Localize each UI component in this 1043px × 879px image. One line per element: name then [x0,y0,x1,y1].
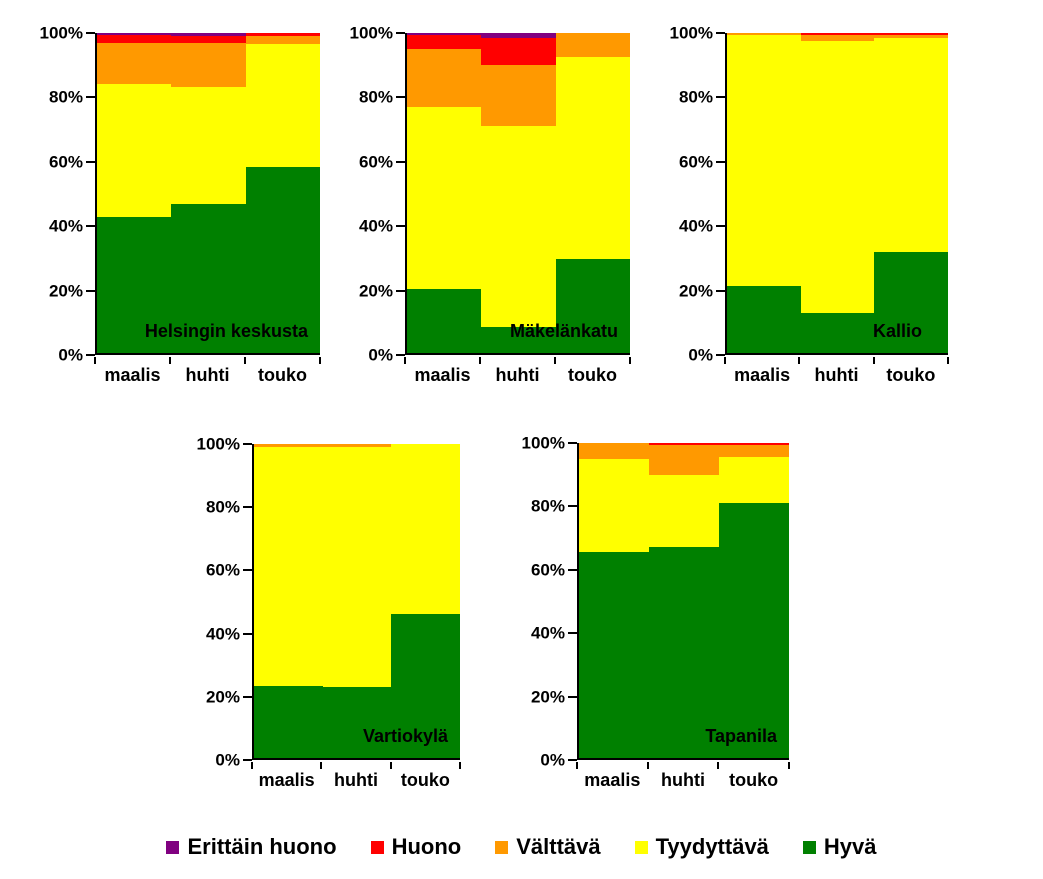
stacked-bar-huhti [801,33,875,353]
y-axis-tick [396,290,405,292]
stacked-bar-maalis [727,33,801,353]
stacked-bar-huhti [481,33,555,353]
x-axis-tick [320,762,322,769]
segment-tyydyttävä [481,126,555,328]
segment-välttävä [171,43,245,88]
tyydyttava-swatch-icon [635,841,648,854]
segment-välttävä [556,33,630,57]
y-axis-tick-label: 0% [215,750,240,770]
y-axis-tick-label: 60% [48,152,83,172]
segment-hyvä [579,552,649,758]
y-axis-tick-label: 0% [540,750,565,770]
legend-label: Erittäin huono [187,834,337,859]
y-axis-tick [243,569,252,571]
segment-välttävä [407,49,481,107]
segment-välttävä [481,65,555,126]
y-axis-tick-label: 0% [688,345,713,365]
segment-tyydyttävä [727,35,801,286]
x-axis-label-maalis: maalis [584,770,641,790]
y-axis-tick-label: 20% [358,281,393,301]
y-axis-tick [243,696,252,698]
y-axis-tick [568,696,577,698]
x-axis-label-touko: touko [886,365,936,385]
stacked-bar-touko [391,444,460,758]
segment-välttävä [97,43,171,85]
segment-hyvä [719,503,789,758]
segment-hyvä [407,289,481,353]
x-axis-tick [404,357,406,364]
y-axis-tick [243,443,252,445]
y-axis-tick [86,225,95,227]
chart-tapanila [521,433,789,790]
station-title: Mäkelänkatu [509,321,618,341]
y-axis-tick-label: 20% [678,281,713,301]
x-axis-label-touko: touko [568,365,617,385]
y-axis-tick-label: 60% [358,152,393,172]
segment-välttävä [649,445,719,475]
y-axis-tick-label: 40% [48,216,83,236]
y-axis-tick [396,161,405,163]
legend-item-hyva [803,836,877,858]
x-axis-label-huhti: huhti [185,365,230,385]
y-axis-tick-label: 60% [678,152,713,172]
y-axis-tick-label: 0% [58,345,83,365]
y-axis-tick-label: 40% [358,216,393,236]
stacked-bar-maalis [254,444,323,758]
y-axis-tick-label: 60% [530,560,565,580]
legend-label: Välttävä [516,834,601,859]
y-axis-tick-label: 40% [678,216,713,236]
chart-kallio [669,23,948,385]
segment-tyydyttävä [246,44,320,167]
y-axis-tick [86,96,95,98]
y-axis-tick-label: 60% [205,560,240,580]
y-axis-tick [86,161,95,163]
y-axis-tick-label: 100% [349,23,393,43]
station-title: Tapanila [705,726,777,746]
legend-label: Huono [391,834,462,859]
y-axis-tick [568,505,577,507]
segment-tyydyttävä [874,38,948,252]
segment-tyydyttävä [391,444,460,614]
x-axis-tick [798,357,800,364]
x-axis-label-huhti: huhti [495,365,540,385]
stacked-bar-touko [719,443,789,758]
plot-area [95,33,320,355]
segment-välttävä [246,36,320,44]
legend-item-erittain-huono [166,836,336,858]
y-axis-tick [716,290,725,292]
y-axis-tick-label: 20% [530,687,565,707]
plot-area [725,33,948,355]
valttava-swatch-icon [495,841,508,854]
hyva-swatch-icon [803,841,816,854]
x-axis-label-maalis: maalis [258,770,315,790]
erittain-huono-swatch-icon [166,841,179,854]
x-axis-tick [169,357,171,364]
segment-välttävä [579,443,649,459]
chart-makelankatu [349,23,630,385]
x-axis-tick [554,357,556,364]
y-axis-tick-label: 20% [205,687,240,707]
x-axis-tick [479,357,481,364]
station-title: Kallio [872,321,922,341]
stacked-bar-huhti [323,444,392,758]
segment-hyvä [727,286,801,353]
y-axis-tick-label: 100% [669,23,713,43]
x-axis-label-huhti: huhti [334,770,378,790]
y-axis-tick [396,225,405,227]
x-axis-label-touko: touko [258,365,307,385]
legend-item-huono [371,836,462,858]
y-axis-tick [396,354,405,356]
x-axis-tick [947,357,949,364]
y-axis-tick-label: 40% [530,623,565,643]
stacked-bar-touko [556,33,630,353]
x-axis-label-huhti: huhti [814,365,859,385]
y-axis-tick [716,161,725,163]
legend-label: Hyvä [823,834,877,859]
stacked-bar-huhti [649,443,719,758]
segment-tyydyttävä [579,459,649,552]
segment-tyydyttävä [254,447,323,686]
stacked-bar-touko [874,33,948,353]
segment-hyvä [323,687,392,758]
y-axis-tick [243,633,252,635]
y-axis-tick [716,32,725,34]
legend-item-tyydyttava [635,836,769,858]
x-axis-label-maalis: maalis [104,365,161,385]
segment-tyydyttävä [171,87,245,204]
segment-tyydyttävä [801,41,875,313]
y-axis-tick [716,96,725,98]
y-axis-tick [396,96,405,98]
plot-area [252,444,460,760]
segment-tyydyttävä [556,57,630,259]
x-axis-label-touko: touko [400,770,450,790]
x-axis-label-maalis: maalis [734,365,791,385]
x-axis-tick [873,357,875,364]
y-axis-tick-label: 0% [368,345,393,365]
x-axis-tick [319,357,321,364]
stacked-bar-maalis [97,33,171,353]
x-axis-tick [576,762,578,769]
y-axis-tick [568,632,577,634]
y-axis-tick-label: 40% [205,624,240,644]
y-axis-tick [568,759,577,761]
y-axis-tick [716,225,725,227]
x-axis-tick [94,357,96,364]
y-axis-tick-label: 80% [205,497,240,517]
segment-tyydyttävä [719,457,789,503]
segment-tyydyttävä [407,107,481,289]
y-axis-tick [716,354,725,356]
y-axis-tick [86,290,95,292]
y-axis-tick [243,506,252,508]
x-axis-label-maalis: maalis [414,365,471,385]
y-axis-tick [243,759,252,761]
y-axis-tick [568,442,577,444]
chart-vartiokyla [196,434,460,790]
x-axis-tick [724,357,726,364]
stacked-bar-touko [246,33,320,353]
segment-välttävä [719,445,789,458]
y-axis-tick-label: 20% [48,281,83,301]
stacked-bar-maalis [407,33,481,353]
x-axis-tick [788,762,790,769]
legend-item-valttava [495,836,600,858]
y-axis-tick-label: 80% [678,87,713,107]
y-axis-tick-label: 100% [39,23,83,43]
y-axis-tick-label: 80% [530,496,565,516]
y-axis-tick [568,569,577,571]
segment-hyvä [801,313,875,353]
x-axis-tick [459,762,461,769]
y-axis-tick-label: 100% [521,433,565,453]
x-axis-tick [629,357,631,364]
x-axis-tick [390,762,392,769]
x-axis-label-huhti: huhti [661,770,705,790]
y-axis-tick-label: 80% [48,87,83,107]
x-axis-tick [717,762,719,769]
x-axis-label-touko: touko [729,770,779,790]
stacked-bar-huhti [171,33,245,353]
station-title: Helsingin keskusta [144,321,308,341]
y-axis-tick-label: 80% [358,87,393,107]
plot-area [405,33,630,355]
y-axis-tick [86,32,95,34]
segment-huono [97,35,171,43]
segment-tyydyttävä [649,475,719,547]
x-axis-tick [647,762,649,769]
y-axis-tick [86,354,95,356]
x-axis-tick [244,357,246,364]
segment-huono [481,38,555,65]
x-axis-tick [251,762,253,769]
station-title: Vartiokylä [362,726,448,746]
segment-huono [407,35,481,49]
legend-label: Tyydyttävä [655,834,769,859]
plot-area [577,443,789,760]
legend [0,836,1043,858]
huono-swatch-icon [371,841,384,854]
stacked-bar-maalis [579,443,649,758]
segment-tyydyttävä [97,84,171,217]
segment-tyydyttävä [323,447,392,687]
chart-helsingin-keskusta [39,23,320,385]
y-axis-tick [396,32,405,34]
y-axis-tick-label: 100% [196,434,240,454]
segment-hyvä [254,686,323,758]
